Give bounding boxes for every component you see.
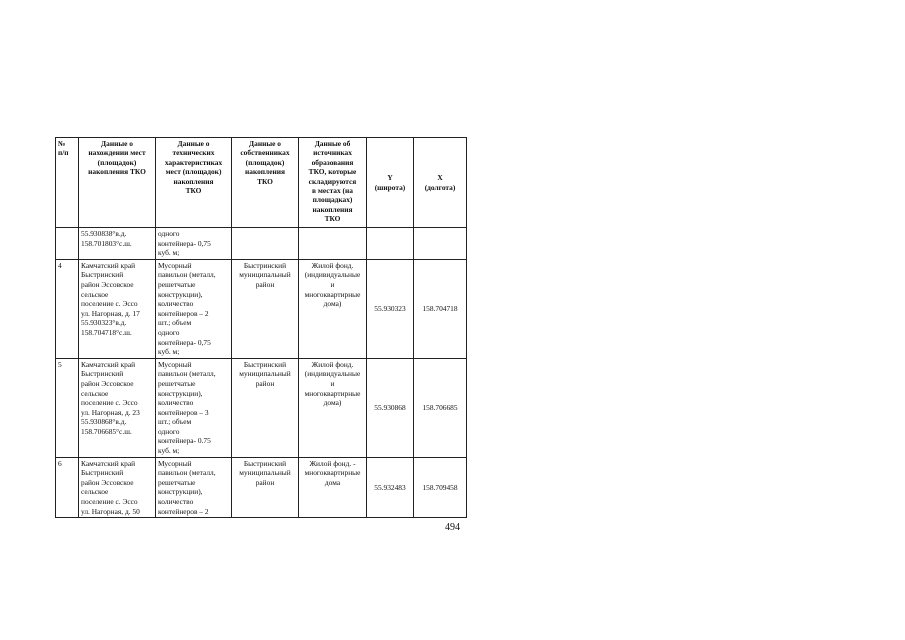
cell-tech: Мусорный павильон (металл, решетчатые конструкции), количество контейнеров – 3 шт.; объем одного контейнера- 0.75 куб. м; [156,358,232,457]
header-tech: Данные о технических характеристиках мест (площадок) накопления ТКО [156,138,232,228]
cell-location: 55.930838°в.д. 158.701803°с.ш. [79,228,156,260]
table-row [56,457,467,518]
cell-location: Камчатский край Быстринский район Эссовское сельское поселение с. Эссо ул. Нагорная, д. 23 55.930868°в.д. 158.706685°с.ш. [79,358,156,457]
cell-owners [232,228,299,260]
cell-sources: Жилой фонд. - многоквартирные дома [299,457,367,518]
cell-tech: одного контейнера- 0,75 куб. м; [156,228,232,260]
page-number: 494 [445,522,460,533]
cell-sources [299,228,367,260]
cell-owners: Быстринский муниципальный район [232,457,299,518]
table-header-row [56,138,467,228]
cell-y: 55.930868 [367,358,414,457]
cell-owners: Быстринский муниципальный район [232,259,299,358]
cell-num: 6 [56,457,79,518]
header-num: № п/п [56,138,79,228]
cell-x: 158.706685 [414,358,467,457]
table-row [56,358,467,457]
cell-y: 55.930323 [367,259,414,358]
header-x: X (долгота) [414,138,467,228]
cell-num [56,228,79,260]
cell-sources: Жилой фонд. (индивидуальные и многоквартирные дома) [299,259,367,358]
cell-location: Камчатский край Быстринский район Эссовское сельское поселение с. Эссо ул. Нагорная, д. 50 [79,457,156,518]
table-row [56,228,467,260]
waste-sites-table [55,137,467,518]
cell-tech: Мусорный павильон (металл, решетчатые конструкции), количество контейнеров – 2 шт.; объем одного контейнера- 0,75 куб. м; [156,259,232,358]
cell-location: Камчатский край Быстринский район Эссовское сельское поселение с. Эссо ул. Нагорная, д. 17 55.930323°в.д. 158.704718°с.ш. [79,259,156,358]
cell-tech: Мусорный павильон (металл, решетчатые конструкции), количество контейнеров – 2 [156,457,232,518]
cell-x: 158.704718 [414,259,467,358]
cell-y: 55.932483 [367,457,414,518]
header-y: Y (широта) [367,138,414,228]
cell-x [414,228,467,260]
cell-y [367,228,414,260]
cell-num: 5 [56,358,79,457]
cell-owners: Быстринский муниципальный район [232,358,299,457]
cell-x: 158.709458 [414,457,467,518]
header-sources: Данные об источниках образования ТКО, которые складируются в местах (на площадках) накопления ТКО [299,138,367,228]
cell-sources: Жилой фонд. (индивидуальные и многоквартирные дома) [299,358,367,457]
table-row [56,259,467,358]
header-owners: Данные о собственниках (площадок) накопления ТКО [232,138,299,228]
header-location: Данные о нахождении мест (площадок) накопления ТКО [79,138,156,228]
cell-num: 4 [56,259,79,358]
